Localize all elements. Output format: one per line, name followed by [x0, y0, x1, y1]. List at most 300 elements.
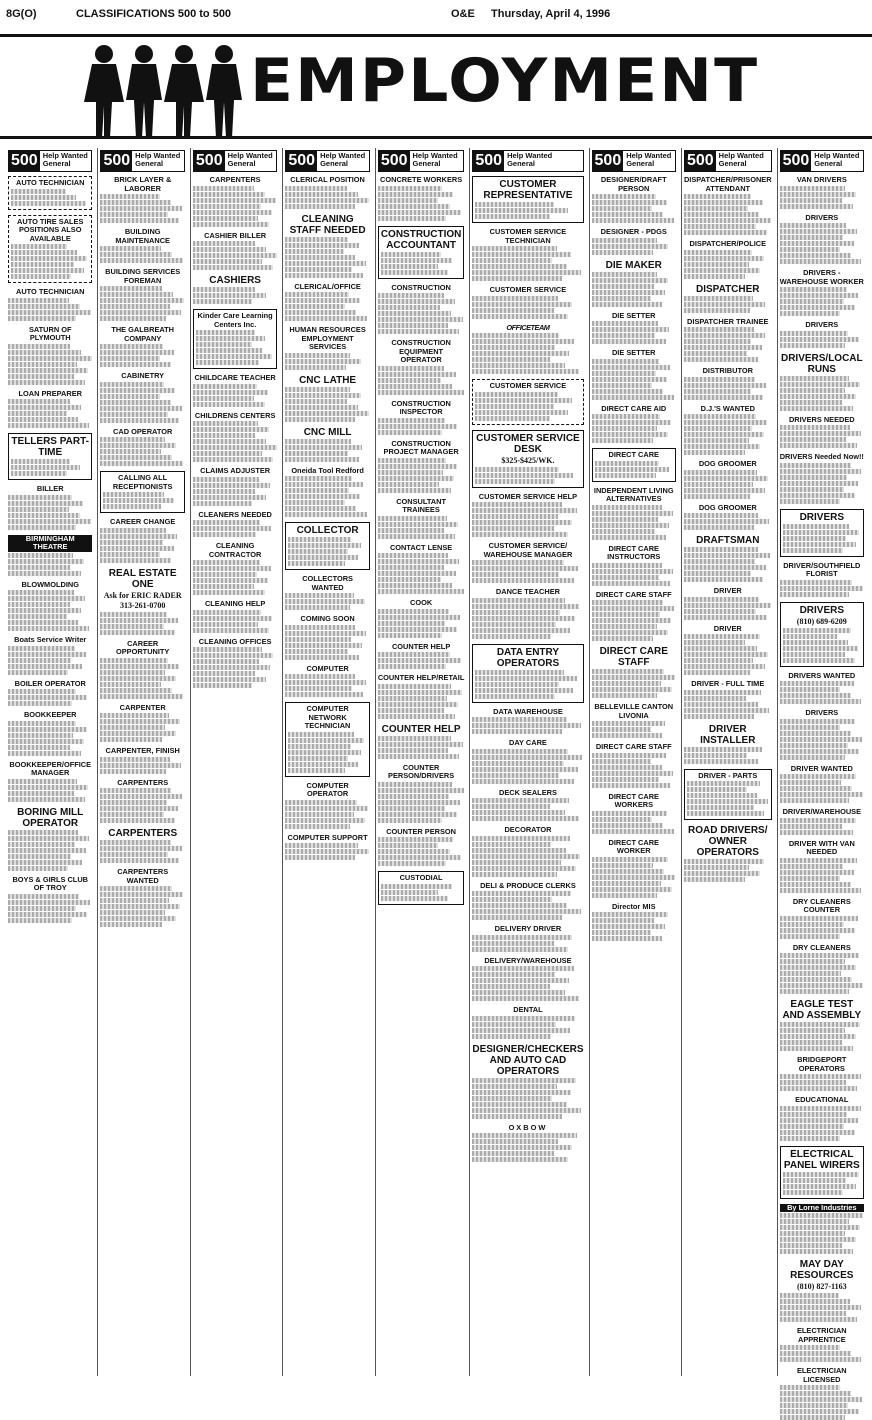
ad-fine-print [472, 723, 581, 728]
ad-fine-print [100, 731, 176, 736]
ad-heading: BOOKKEEPER [23, 710, 77, 719]
ad-fine-print [193, 520, 260, 525]
ad-fine-print [780, 1136, 841, 1141]
ad-heading: BRICK LAYER & LABORER [114, 175, 172, 193]
ad-fine-print [193, 265, 273, 270]
ad-heading: DRIVERS [799, 511, 845, 523]
ad-fine-print [285, 399, 347, 404]
ad-heading: BIRMINGHAM THEATRE [8, 535, 92, 552]
ad-heading: CAREER CHANGE [110, 517, 176, 526]
ad-fine-print [780, 382, 860, 387]
classified-ad [592, 545, 676, 586]
ad-fine-print [100, 725, 165, 730]
ad-fine-print [472, 972, 554, 977]
ad-fine-print [378, 430, 442, 435]
ad-fine-print [285, 411, 369, 416]
ad-fine-print [592, 918, 654, 923]
ad-fine-print [783, 658, 855, 663]
ad-fine-print [780, 1299, 850, 1304]
ad-fine-print [780, 1231, 846, 1236]
ad-fine-print [475, 398, 572, 403]
ad-fine-print [288, 555, 358, 560]
ad-fine-print [378, 372, 456, 377]
ad-fine-print [472, 947, 568, 952]
ad-fine-print [100, 540, 162, 545]
ad-fine-print [193, 584, 254, 589]
ad-heading: DIE MAKER [605, 259, 662, 271]
ad-fine-print [11, 201, 86, 206]
section-title [623, 151, 674, 171]
ad-fine-print [780, 241, 854, 246]
ad-heading: CONSTRUCTION EQUIPMENT OPERATOR [391, 338, 451, 364]
ad-fine-print [100, 904, 179, 909]
classified-ad [285, 834, 369, 861]
ad-fine-print [592, 290, 665, 295]
ad-fine-print [780, 223, 847, 228]
section-title-line: General [227, 159, 256, 168]
ad-fine-print [100, 670, 164, 675]
ad-fine-print [8, 791, 74, 796]
classified-ad [472, 286, 583, 319]
section-title [504, 151, 555, 171]
classified-ad [8, 433, 92, 480]
ad-fine-print [780, 953, 859, 958]
ad-fine-print [592, 359, 660, 364]
classified-column [190, 148, 279, 1376]
people-figures-icon [82, 42, 242, 140]
classified-ad [684, 367, 772, 400]
ad-fine-print [378, 806, 446, 811]
ad-fine-print [100, 682, 161, 687]
ad-fine-print [780, 1022, 860, 1027]
ad-heading: DRIVER/SOUTHFIELD FLORIST [783, 560, 861, 578]
ad-fine-print [100, 310, 180, 315]
ad-fine-print [193, 683, 252, 688]
ad-fine-print [193, 610, 261, 615]
ad-fine-print [780, 774, 856, 779]
classified-ad [378, 176, 465, 221]
classified-ad [780, 1096, 864, 1141]
classified-ad [592, 228, 676, 255]
ad-fine-print [196, 342, 252, 347]
classified-ad [780, 1056, 864, 1091]
ad-fine-print [100, 794, 181, 799]
ad-fine-print [8, 614, 67, 619]
ad-fine-print [100, 455, 172, 460]
ad-fine-print [8, 513, 80, 518]
classified-ad [472, 826, 583, 877]
classified-ad [780, 765, 864, 804]
ad-fine-print [100, 258, 183, 263]
ad-heading: CONTACT LENSE [389, 542, 453, 552]
ad-fine-print [285, 298, 359, 303]
ad-heading: CHILDCARE TEACHER [194, 373, 276, 382]
ad-fine-print [472, 935, 572, 940]
ad-fine-print [780, 406, 853, 411]
ad-heading: DRIVER/WAREHOUSE [782, 807, 862, 816]
ad-fine-print [472, 514, 558, 519]
classified-ad [193, 467, 277, 506]
ad-fine-print [684, 871, 760, 876]
classified-ad [8, 761, 92, 802]
ad-fine-print [475, 670, 563, 675]
ad-fine-print [684, 488, 765, 493]
classified-column [681, 148, 774, 1376]
ad-heading: DATA ENTRY OPERATORS [496, 646, 560, 669]
ad-fine-print [780, 858, 858, 863]
ad-fine-print [780, 1074, 861, 1079]
section-title-line: Help Wanted [507, 151, 553, 160]
section-title [716, 151, 767, 171]
classified-ad [100, 640, 184, 699]
ad-heading: CONCRETE WORKERS [380, 175, 463, 184]
ad-heading: DRIVER - FULL TIME [691, 679, 765, 688]
classified-ad [592, 260, 676, 307]
ad-heading: CLEANING OFFICES [198, 636, 272, 646]
section-title-line: Help Wanted [412, 151, 458, 160]
ad-fine-print [288, 738, 364, 743]
ad-fine-print [378, 488, 451, 493]
ad-fine-print [378, 534, 455, 539]
ad-fine-print [193, 483, 270, 488]
ad-fine-print [780, 493, 855, 498]
classified-ad [378, 400, 465, 435]
ad-fine-print [783, 646, 858, 651]
classified-ad [378, 599, 465, 638]
ad-fine-print [100, 852, 168, 857]
ad-fine-print [592, 733, 662, 738]
ad-fine-print [472, 767, 578, 772]
ad-fine-print [780, 1357, 862, 1362]
ad-fine-print [8, 918, 72, 923]
ad-fine-print [684, 357, 758, 362]
ad-fine-print [592, 869, 665, 874]
ad-heading: CLERICAL/OFFICE [294, 281, 361, 291]
classified-ad [592, 903, 676, 942]
ad-fine-print [780, 989, 849, 994]
ad-fine-print [100, 418, 179, 423]
ad-fine-print [780, 1345, 840, 1350]
ad-fine-print [592, 426, 657, 431]
classified-ad [193, 638, 277, 689]
ad-fine-print [684, 256, 764, 261]
classified-ad [472, 430, 583, 488]
ad-fine-print [684, 482, 753, 487]
ad-fine-print [783, 652, 845, 657]
classified-ad [100, 428, 184, 467]
ad-fine-print [684, 426, 752, 431]
ad-fine-print [684, 377, 755, 382]
ad-fine-print [472, 357, 550, 362]
ad-fine-print [684, 759, 758, 764]
classified-ad [684, 460, 772, 499]
ad-fine-print [684, 333, 765, 338]
ad-fine-print [472, 1133, 576, 1138]
ad-fine-print [780, 977, 853, 982]
ad-fine-print [285, 316, 367, 321]
classified-ad [780, 840, 864, 893]
ad-fine-print [780, 475, 848, 480]
classified-ad [780, 321, 864, 348]
classified-ad [378, 871, 465, 905]
ad-fine-print [472, 1034, 551, 1039]
classified-column [469, 148, 585, 1376]
ad-fine-print [472, 302, 572, 307]
ad-fine-print [8, 854, 71, 859]
ad-text: (810) 689-6209 [796, 616, 847, 626]
ad-heading: DRIVERS [805, 708, 839, 717]
ad-fine-print [684, 494, 750, 499]
issue-date: Thursday, April 4, 1996 [491, 8, 611, 20]
ad-heading: DECK SEALERS [498, 787, 557, 797]
ad-fine-print [783, 548, 843, 553]
section-title [225, 151, 276, 171]
classified-column [375, 148, 467, 1376]
ad-fine-print [285, 393, 361, 398]
classified-ad [592, 703, 676, 738]
ad-fine-print [8, 912, 87, 917]
classified-ad [285, 467, 369, 518]
ad-fine-print [100, 304, 169, 309]
classified-ad [8, 807, 92, 871]
ad-fine-print [780, 487, 844, 492]
ad-fine-print [193, 384, 257, 389]
ad-fine-print [472, 1157, 568, 1162]
ad-fine-print [472, 1022, 555, 1027]
ad-heading: COLLECTOR [296, 525, 359, 536]
ad-fine-print [472, 258, 552, 263]
ad-fine-print [592, 244, 668, 249]
ad-fine-print [592, 817, 653, 822]
ad-fine-print [472, 526, 553, 531]
classified-ad [100, 228, 184, 263]
ad-fine-print [193, 192, 265, 197]
section-header [8, 150, 92, 172]
ad-fine-print [684, 414, 756, 419]
ad-fine-print [193, 198, 276, 203]
ad-fine-print [472, 717, 566, 722]
ad-fine-print [592, 523, 670, 528]
ad-fine-print [285, 643, 362, 648]
ad-heading: CARPENTERS [209, 175, 261, 184]
ad-fine-print [780, 592, 849, 597]
ad-fine-print [378, 384, 452, 389]
ad-fine-print [100, 664, 179, 669]
ad-fine-print [472, 276, 562, 281]
ad-fine-print [285, 655, 358, 660]
ad-fine-print [780, 934, 841, 939]
ad-fine-print [687, 787, 747, 792]
ad-fine-print [8, 646, 75, 651]
section-number: 500 [11, 152, 38, 170]
ad-fine-print [783, 524, 850, 529]
ad-heading: INDEPENDENT LIVING ALTERNATIVES [593, 485, 674, 503]
ad-fine-print [381, 264, 438, 269]
ad-heading: Boats Service Writer [14, 635, 87, 644]
ad-fine-print [684, 250, 752, 255]
ad-fine-print [285, 249, 344, 254]
ad-fine-print [780, 725, 841, 730]
ad-heading: ELECTRICAL PANEL WIRERS [783, 1148, 860, 1171]
classified-ad [780, 269, 864, 316]
ad-fine-print [285, 806, 368, 811]
ad-fine-print [472, 264, 566, 269]
ad-fine-print [193, 396, 254, 401]
ad-heading: ELECTRICIAN APPRENTICE [796, 1326, 847, 1344]
section-title-line: General [135, 159, 164, 168]
ad-fine-print [592, 529, 655, 534]
ad-fine-print [684, 658, 753, 663]
ad-fine-print [780, 983, 864, 988]
ad-heading: BOILER OPERATOR [14, 678, 86, 688]
ad-heading: Director MIS [611, 901, 656, 911]
ad-fine-print [783, 634, 838, 639]
classified-ad [378, 284, 465, 335]
ad-fine-print [100, 292, 173, 297]
ad-heading: CUSTOMER SERVICE [489, 285, 567, 294]
ad-fine-print [780, 259, 862, 264]
ad-fine-print [288, 732, 354, 737]
classified-ad [472, 228, 583, 281]
classified-ad [100, 868, 184, 927]
ad-fine-print [780, 376, 849, 381]
classified-ad [592, 839, 676, 898]
ad-fine-print [472, 836, 570, 841]
section-title [40, 151, 91, 171]
ad-fine-print [472, 578, 573, 583]
ad-fine-print [288, 543, 361, 548]
ad-fine-print [11, 459, 70, 464]
ad-fine-print [472, 816, 579, 821]
ad-fine-print [592, 272, 658, 277]
ad-fine-print [472, 779, 573, 784]
ad-fine-print [592, 721, 665, 726]
ad-fine-print [595, 467, 670, 472]
ad-fine-print [285, 494, 359, 499]
classified-ad [592, 448, 676, 482]
ad-fine-print [472, 1114, 562, 1119]
ad-fine-print [780, 337, 859, 342]
ad-fine-print [100, 200, 171, 205]
ad-fine-print [378, 317, 463, 322]
ad-fine-print [193, 501, 252, 506]
ad-fine-print [783, 1178, 847, 1183]
ad-heading: CASHIERS [209, 275, 261, 286]
ad-fine-print [285, 812, 353, 817]
ad-text: $325-$425/WK. [501, 455, 555, 465]
ad-fine-print [684, 565, 766, 570]
ad-fine-print [780, 331, 848, 336]
classified-ad [285, 283, 369, 322]
ad-fine-print [780, 1213, 864, 1218]
ad-fine-print [472, 729, 562, 734]
ad-fine-print [780, 1397, 863, 1402]
ad-fine-print [592, 887, 672, 892]
ad-fine-print [592, 218, 675, 223]
ad-heading: DIE SETTER [611, 310, 656, 320]
ad-fine-print [592, 371, 656, 376]
classified-ad [472, 882, 583, 921]
ad-fine-print [8, 399, 70, 404]
ad-fine-print [684, 690, 761, 695]
ad-heading: DRIVER WANTED [790, 763, 853, 773]
ad-heading: DRIVERS - WAREHOUSE WORKER [779, 268, 864, 286]
ad-heading: DRY CLEANERS COUNTER [792, 896, 851, 914]
ad-fine-print [285, 692, 363, 697]
ad-fine-print [378, 198, 439, 203]
ad-fine-print [780, 425, 850, 430]
ad-fine-print [592, 212, 664, 217]
ad-fine-print [684, 470, 757, 475]
ad-fine-print [285, 261, 366, 266]
ad-fine-print [100, 316, 166, 321]
ad-heading: BLOWMOLDING [21, 579, 79, 589]
ad-text: Ask for ERIC RADER 313-261-0700 [103, 590, 182, 610]
ad-fine-print [378, 652, 450, 657]
ad-fine-print [592, 327, 670, 332]
ad-fine-print [472, 848, 565, 853]
ad-fine-print [288, 537, 351, 542]
ad-fine-print [472, 897, 552, 902]
ad-fine-print [592, 395, 675, 400]
section-title-line: Help Wanted [135, 151, 181, 160]
classified-ad [285, 782, 369, 829]
ad-fine-print [472, 566, 578, 571]
ad-fine-print [475, 410, 568, 415]
section-number: 500 [380, 152, 408, 170]
classified-ad [8, 581, 92, 632]
ad-heading: CARPENTER [119, 702, 166, 712]
ad-heading: BELLEVILLE CANTON LIVONIA [594, 702, 674, 720]
ad-fine-print [103, 498, 174, 503]
ad-fine-print [592, 284, 654, 289]
ad-fine-print [472, 978, 569, 983]
ad-fine-print [780, 1080, 847, 1085]
ad-fine-print [684, 339, 751, 344]
ad-fine-print [780, 299, 844, 304]
ad-fine-print [780, 1249, 853, 1254]
ad-heading: CNC MILL [303, 426, 352, 438]
classified-ad [285, 326, 369, 370]
ad-fine-print [475, 688, 573, 693]
ad-fine-print [472, 866, 575, 871]
ad-fine-print [378, 627, 457, 632]
ad-fine-print [378, 589, 464, 594]
classified-ad [780, 602, 864, 667]
ad-fine-print [475, 479, 555, 484]
ad-fine-print [193, 421, 258, 426]
classified-ad [472, 176, 583, 223]
ad-fine-print [100, 694, 183, 699]
classified-ad [684, 535, 772, 582]
ad-fine-print [378, 782, 452, 787]
classified-ad [8, 636, 92, 675]
ad-fine-print [100, 630, 174, 635]
ad-fine-print [592, 829, 675, 834]
ad-fine-print [687, 781, 760, 786]
ad-heading: DOG GROOMER [698, 502, 757, 512]
ad-fine-print [472, 369, 579, 374]
ad-fine-print [780, 586, 864, 591]
ad-heading: BUILDING SERVICES FOREMAN [105, 267, 181, 285]
ad-fine-print [783, 640, 848, 645]
ad-fine-print [472, 996, 579, 1001]
ad-fine-print [288, 768, 344, 773]
ad-fine-print [472, 532, 568, 537]
ad-heading: DRIVER WITH VAN NEEDED [788, 838, 855, 856]
ad-fine-print [783, 628, 851, 633]
ad-heading: DIRECT CARE AID [601, 403, 667, 413]
